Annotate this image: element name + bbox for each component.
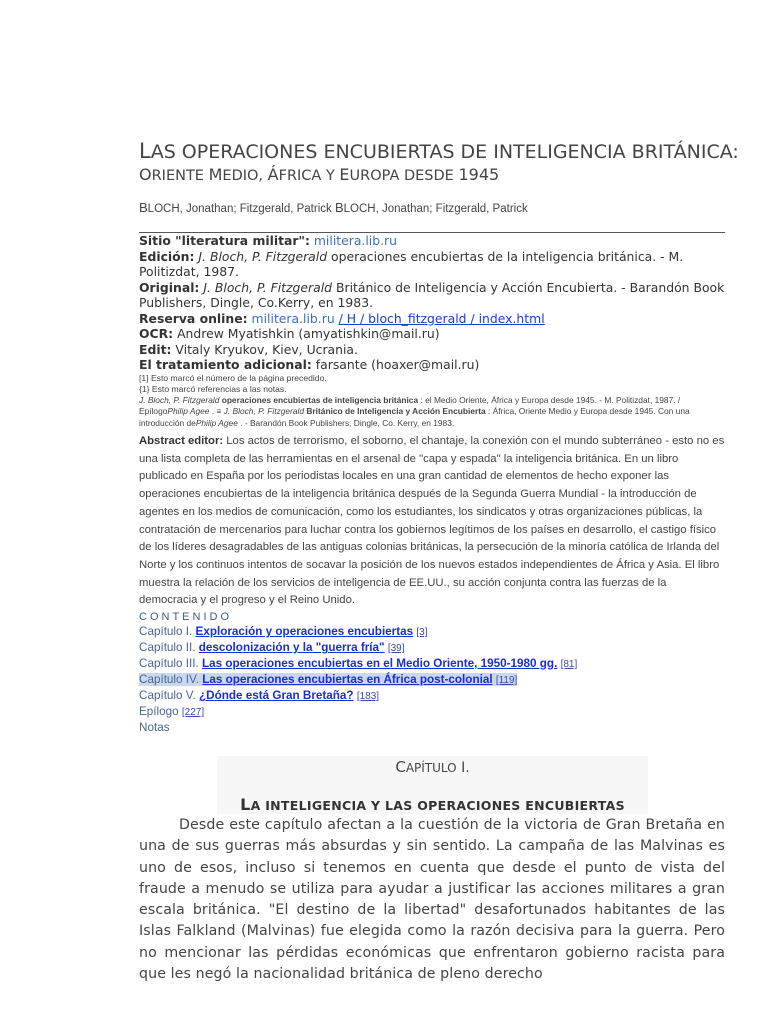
body-paragraph	[139, 815, 725, 985]
abstract-text: Los actos de terrorismo, el soborno, el chantaje, la conexión con el mundo subterráneo - esto no es una lista completa de las herramientas en el arsenal de "capa y espada" la inteligencia británica. En un libro publicado en España por los periodistas locales en una gran cantidad de elementos de hecho exponer las operaciones encubiertas de la inteligencia británica después de la Segunda Guerra Mundial - la introducción de agentes en los medios de comunicación, como los estudiantes, los sindicatos y otras organizaciones públicas, la contratación de mercenarios para luchar contra los gobiernos legítimos de los países en desarrollo, el castigo físico de los líderes desagradables de las antiguas colonias británicas, la persecución de la minoría católica de Irlanda del Norte y los continuos intentos de socavar la posición de los nuevos estados independientes de África y Asia. El libro muestra la relación de los servicios de inteligencia de EE.UU., su acción conjunta contra las fuerzas de la democracia y el progreso y el Reino Unido.	[139, 435, 725, 607]
chapter-title-text: A INTELIGENCIA Y LAS OPERACIONES ENCUBIERTAS	[250, 798, 625, 813]
site-link[interactable]: militera.lib.ru	[313, 233, 398, 248]
toc-page-link[interactable]: [39]	[387, 643, 405, 655]
toc-highlight	[139, 673, 517, 686]
subtitle-part: FRICA Y	[278, 168, 340, 184]
toc-item	[139, 624, 725, 640]
chapter-title-initial: L	[240, 795, 251, 814]
toc-link[interactable]: descolonización y la "guerra fría"	[198, 641, 385, 655]
meta-authors: J. Bloch, P. Fitzgerald	[198, 248, 328, 264]
chapter-number-roman: I.	[456, 760, 470, 776]
toc-epilogo	[139, 704, 725, 720]
meta-label: Original:	[139, 279, 200, 295]
meta-label: OCR:	[139, 326, 174, 341]
toc-link[interactable]: Las operaciones encubiertas en el Medio Oriente, 1950-1980 gg.	[202, 657, 558, 671]
toc-item	[139, 688, 725, 704]
cite-part: J. Bloch, P. Fitzgerald	[223, 406, 305, 416]
author-part: LOCH	[343, 203, 376, 215]
page-subtitle	[139, 165, 725, 186]
toc-link[interactable]: ¿Dónde está Gran Bretaña?	[199, 689, 354, 703]
toc-item-highlighted	[139, 672, 725, 688]
citation	[139, 395, 725, 430]
meta-value: operaciones encubiertas de la inteligencia británica. - M. Politizdat, 1987.	[139, 248, 684, 279]
abstract-label: Abstract editor:	[139, 435, 224, 447]
meta-label: Edit:	[139, 341, 172, 357]
chapter-number-text: APÍTULO	[405, 761, 457, 775]
toc-page-link[interactable]: [183]	[356, 691, 380, 703]
author-part: LOCH	[147, 203, 180, 215]
cite-part: . - Barandón Book Publishers, Dingle, Co. Kerry, en 1983.	[240, 417, 455, 428]
toc-prefix: Epílogo	[139, 705, 179, 719]
cite-part: . ≡	[211, 406, 222, 416]
toc-notas[interactable]: Notas	[139, 721, 170, 735]
front-matter	[139, 138, 739, 735]
meta-ocr	[139, 326, 725, 342]
meta-value: Británico de Inteligencia y Acción Encubierta. - Barandón Book Publishers, Dingle, Co.Kerry, en 1983.	[139, 279, 725, 310]
meta-edit	[139, 342, 725, 358]
meta-value: farsante (hoaxer@mail.ru)	[315, 357, 480, 372]
toc-link[interactable]: Exploración y operaciones encubiertas	[195, 625, 414, 639]
page-title	[139, 138, 739, 165]
authors-line	[139, 200, 725, 215]
cite-part: operaciones encubiertas de inteligencia británica	[221, 394, 419, 405]
meta-reserva	[139, 311, 725, 327]
meta-label: El tratamiento adicional:	[139, 357, 312, 372]
cite-part: Philip Agee	[195, 417, 238, 428]
cite-part: : el Medio Oriente, África y Europa desde 1945. - M. Politizdat, 1987. / Epílogo	[139, 394, 681, 416]
meta-value: Andrew Myatishkin (amyatishkin@mail.ru)	[177, 326, 440, 341]
subtitle-part: M	[208, 165, 223, 184]
toc-heading: CONTENIDO	[139, 611, 232, 624]
table-of-contents	[139, 624, 725, 735]
chapter-number-initial: C	[395, 758, 406, 776]
title-initial: L	[139, 139, 151, 163]
subtitle-part: O	[139, 165, 152, 184]
toc-page-link[interactable]: [81]	[560, 659, 578, 671]
toc-prefix: Capítulo V.	[139, 689, 199, 703]
reserva-path-link[interactable]: / H / bloch_fitzgerald / index.html	[338, 310, 545, 326]
meta-value: Vitaly Kryukov, Kiev, Ucrania.	[175, 341, 358, 357]
meta-site	[139, 233, 725, 249]
metadata-block	[139, 233, 725, 373]
toc-page-link[interactable]: [3]	[416, 627, 428, 639]
toc-prefix: Capítulo III.	[139, 657, 203, 671]
cite-part: : África, Oriente Medio y Europa desde 1945. Con una introducción de	[139, 406, 690, 428]
chapter-title	[217, 795, 648, 814]
toc-item	[139, 656, 725, 672]
author-part: , Jonathan; Fitzgerald, Patrick	[179, 203, 335, 215]
note-1: [1] Esto marcó el número de la página precedido.	[139, 372, 327, 383]
meta-label: Sitio "literatura militar":	[139, 233, 310, 248]
subtitle-part: E	[339, 165, 350, 184]
author-part: B	[139, 200, 148, 215]
meta-tratamiento	[139, 357, 725, 373]
subtitle-part: EDIO,	[222, 168, 268, 184]
toc-link[interactable]: Las operaciones encubiertas en África post-colonial	[202, 673, 493, 687]
abstract	[139, 433, 725, 610]
body-text: Desde este capítulo afectan a la cuestión de la victoria de Gran Bretaña en una de sus guerras más absurdas y sin sentido. La campaña de las Malvinas es uno de esos, incluso si tenemos en cuenta que desde el punto de vista del fraude a menudo se utiliza para ayudar a justificar las acciones militares a gran escala británica. "El destino de la libertad" desafortunados habitantes de las Islas Falkland (Malvinas) fue elegida como la razón decisiva para la guerra. Pero no mencionar las pérdidas económicas que enfrentaron gobierno racista para que les negó la nacionalidad británica de pleno derecho	[139, 817, 725, 983]
reserva-link[interactable]: militera.lib.ru	[251, 310, 335, 326]
chapter-number	[217, 758, 648, 776]
title-text: AS OPERACIONES ENCUBIERTAS DE INTELIGENCIA BRITÁNICA:	[150, 141, 739, 163]
toc-page-link[interactable]: [119]	[495, 675, 518, 687]
cite-part: Philip Agee	[167, 406, 210, 416]
toc-page-link[interactable]: [227]	[181, 707, 205, 719]
meta-original	[139, 280, 725, 311]
meta-edicion	[139, 249, 725, 280]
meta-label: Reserva online:	[139, 310, 248, 326]
toc-prefix: Capítulo I.	[139, 625, 196, 639]
author-part: B	[334, 200, 344, 215]
subtitle-part: Á	[267, 165, 279, 184]
cite-part: J. Bloch, P. Fitzgerald	[139, 394, 220, 405]
toc-prefix: Capítulo IV.	[139, 673, 203, 687]
subtitle-part: RIENTE	[151, 168, 209, 184]
note-2: {1} Esto marcó referencias a las notas.	[139, 383, 287, 394]
author-part: , Jonathan; Fitzgerald, Patrick	[375, 203, 528, 215]
toc-item	[139, 640, 725, 656]
cite-part: Británico de Inteligencia y Acción Encubierta	[306, 406, 486, 416]
subtitle-part: UROPA DESDE	[349, 168, 459, 184]
subtitle-part: 1945	[458, 165, 500, 184]
meta-authors: J. Bloch, P. Fitzgerald	[203, 279, 333, 295]
toc-prefix: Capítulo II.	[139, 641, 199, 655]
meta-label: Edición:	[139, 248, 195, 264]
